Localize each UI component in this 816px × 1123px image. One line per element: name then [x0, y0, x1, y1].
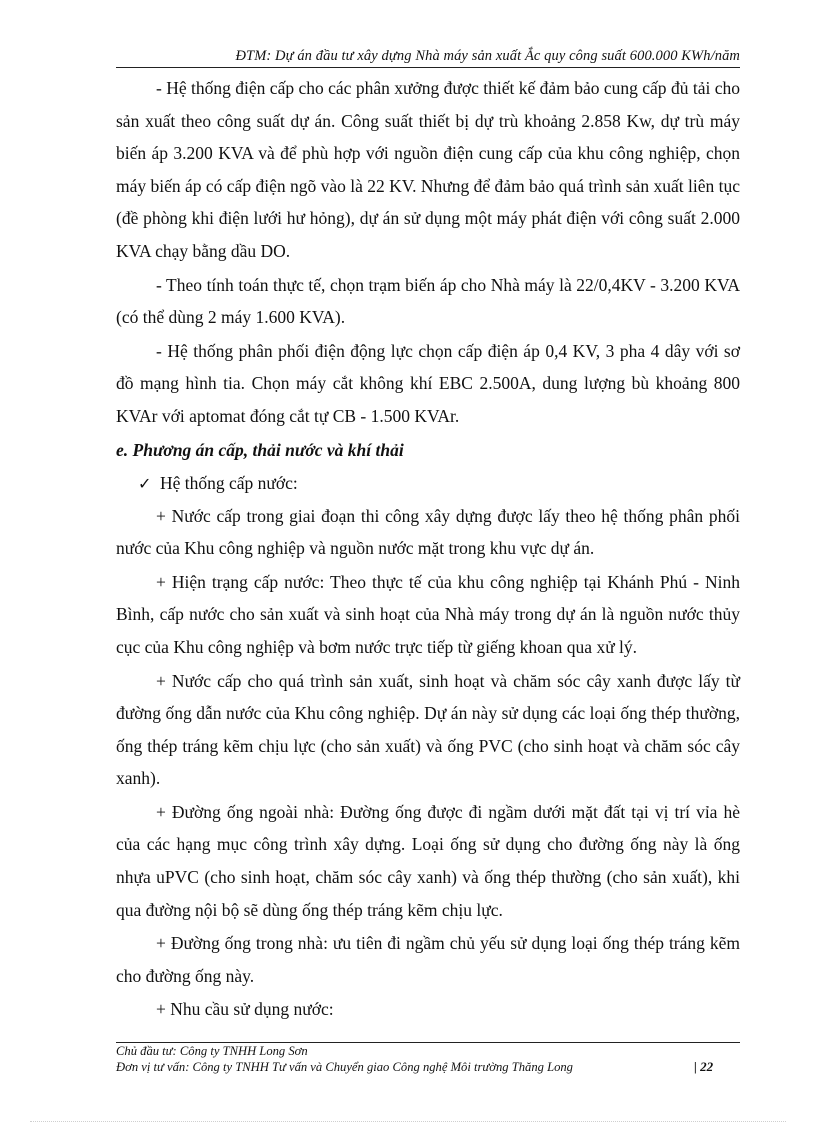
section-heading-water: e. Phương án cấp, thải nước và khí thải	[116, 439, 404, 460]
document-body	[116, 72, 740, 1026]
checklist-item-water-supply	[116, 467, 740, 500]
checklist-item-label: Hệ thống cấp nước:	[160, 472, 298, 493]
page-number: | 22	[694, 1059, 714, 1074]
header-divider	[116, 67, 740, 68]
paragraph-production-water: + Nước cấp cho quá trình sản xuất, sinh hoạt và chăm sóc cây xanh được lấy từ đường ống dẫn nước của Khu công nghiệp. Dự án này sử dụng các loại ống thép thường, ống thép tráng kẽm chịu lực (cho sản xuất) và ống PVC (cho sinh hoạt và chăm sóc cây xanh).	[116, 670, 740, 789]
footer-consultant: Đơn vị tư vấn: Công ty TNHH Tư vấn và Chuyển giao Công nghệ Môi trường Thăng Long	[116, 1060, 573, 1074]
page-boundary	[30, 1121, 786, 1122]
check-icon: ✓	[138, 473, 152, 493]
page-header-title: ĐTM: Dự án đầu tư xây dựng Nhà máy sản xuất Ắc quy công suất 600.000 KWh/năm	[235, 48, 740, 64]
paragraph-outdoor-pipes: + Đường ống ngoài nhà: Đường ống được đi ngầm dưới mặt đất tại vị trí vỉa hè của các hạng mục công trình xây dựng. Loại ống sử dụng cho đường ống này là ống nhựa uPVC (cho sinh hoạt, chăm sóc cây xanh) và ống thép thường (cho sản xuất), khi qua đường nội bộ sẽ dùng ống thép tráng kẽm chịu lực.	[116, 801, 740, 920]
paragraph-water-demand: + Nhu cầu sử dụng nước:	[156, 999, 334, 1020]
paragraph-power-distribution: - Hệ thống phân phối điện động lực chọn cấp điện áp 0,4 KV, 3 pha 4 dây với sơ đồ mạng hình tia. Chọn máy cắt không khí EBC 2.500A, dung lượng bù khoảng 800 KVAr với aptomat đóng cắt tự CB - 1.500 KVAr.	[116, 340, 740, 426]
page-footer	[116, 1043, 740, 1075]
footer-owner: Chủ đầu tư: Công ty TNHH Long Sơn	[116, 1044, 308, 1058]
paragraph-current-water-supply: + Hiện trạng cấp nước: Theo thực tế của khu công nghiệp tại Khánh Phú - Ninh Bình, cấp nước cho sản xuất và sinh hoạt của Nhà máy trong dự án là nguồn nước thủy cục của Khu công nghiệp và bơm nước trực tiếp từ giếng khoan qua xử lý.	[116, 571, 740, 657]
paragraph-construction-water: + Nước cấp trong giai đoạn thi công xây dựng được lấy theo hệ thống phân phối nước của Khu công nghiệp và nguồn nước mặt trong khu vực dự án.	[116, 505, 740, 559]
paragraph-power-supply: - Hệ thống điện cấp cho các phân xưởng được thiết kế đảm bảo cung cấp đủ tải cho sản xuất theo công suất dự án. Công suất thiết bị dự trù khoảng 2.858 Kw, dự trù máy biến áp 3.200 KVA và để phù hợp với nguồn điện cung cấp của khu công nghiệp, chọn máy biến áp có cấp điện ngõ vào là 22 KV. Nhưng để đảm bảo quá trình sản xuất liên tục (đề phòng khi điện lưới hư hỏng), dự án sử dụng một máy phát điện với công suất 2.000 KVA chạy bằng dầu DO.	[116, 78, 740, 261]
paragraph-transformer-station: - Theo tính toán thực tế, chọn trạm biến áp cho Nhà máy là 22/0,4KV - 3.200 KVA (có thể dùng 2 máy 1.600 KVA).	[116, 274, 740, 328]
paragraph-indoor-pipes: + Đường ống trong nhà: ưu tiên đi ngầm chủ yếu sử dụng loại ống thép tráng kẽm cho đường ống này.	[116, 933, 740, 986]
